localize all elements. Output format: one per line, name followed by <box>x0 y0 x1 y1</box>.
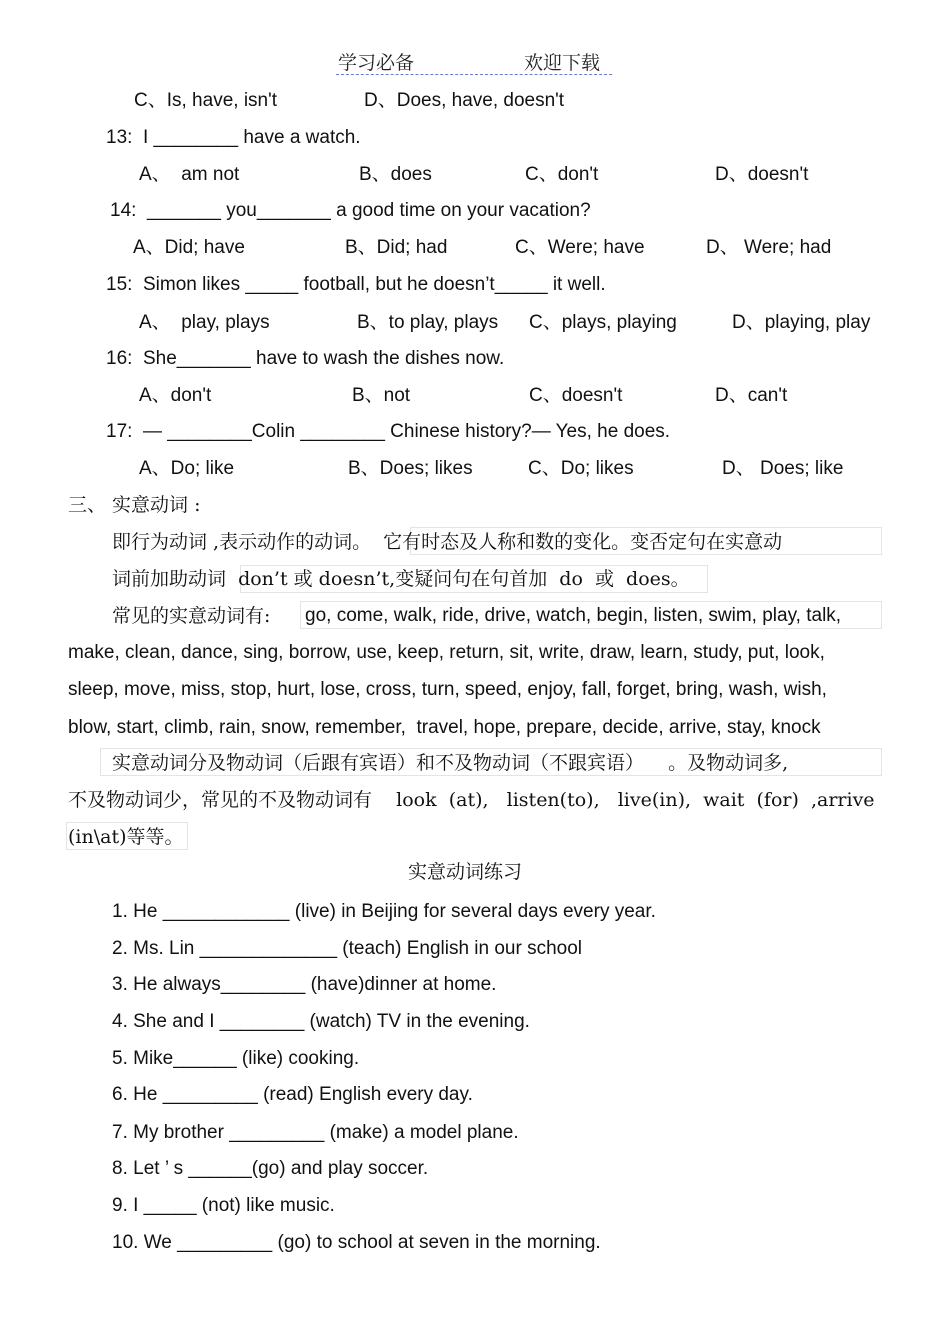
verb-list-line-2: make, clean, dance, sing, borrow, use, keep, return, sit, write, draw, learn, study, put, look, <box>68 642 825 663</box>
page-header <box>336 48 612 75</box>
question-17-option-b: B、Does; likes <box>348 458 473 479</box>
transitive-line-2: 不及物动词少，常见的不及物动词有 look (at), listen(to), live(in), wait (for) ,arrive <box>68 789 875 811</box>
header-right: 欢迎下载 <box>524 52 601 74</box>
section-heading: 三、 实意动词 : <box>68 494 201 516</box>
exercise-item: 6. He _________ (read) English every day. <box>112 1084 473 1105</box>
prev-option-d: D、Does, have, doesn't <box>364 90 565 111</box>
question-17-option-a: A、Do; like <box>139 458 235 479</box>
definition-line-2: 词前加助动词 don’t 或 doesn’t,变疑问句在句首加 do 或 does。 <box>112 568 690 590</box>
question-16-option-d: D、can't <box>715 385 788 406</box>
prev-option-c: C、Is, have, isn't <box>134 90 278 111</box>
question-14-option-c: C、Were; have <box>515 237 645 258</box>
exercise-title: 实意动词练习 <box>408 861 523 883</box>
question-14-option-b: B、Did; had <box>345 237 448 258</box>
exercise-item: 5. Mike______ (like) cooking. <box>112 1048 360 1069</box>
question-15-option-d: D、playing, play <box>732 312 871 333</box>
definition-line-1: 即行为动词 ,表示动作的动词。 它有时态及人称和数的变化。变否定句在实意动 <box>112 531 783 553</box>
exercise-item: 10. We _________ (go) to school at seven in the morning. <box>112 1232 601 1253</box>
exercise-item: 3. He always________ (have)dinner at home. <box>112 974 497 995</box>
exercise-item: 1. He ____________ (live) in Beijing for several days every year. <box>112 901 656 922</box>
exercise-item: 8. Let ’ s ______(go) and play soccer. <box>112 1158 429 1179</box>
question-16-option-b: B、not <box>352 385 411 406</box>
verb-list-line-3: sleep, move, miss, stop, hurt, lose, cross, turn, speed, enjoy, fall, forget, bring, wash, wish, <box>68 679 827 700</box>
question-17-stem: 17: — ________Colin ________ Chinese history?— Yes, he does. <box>106 421 671 442</box>
exercise-item: 9. I _____ (not) like music. <box>112 1195 335 1216</box>
question-14-option-a: A、Did; have <box>133 237 245 258</box>
question-13-option-a: A、 am not <box>139 164 240 185</box>
question-14-stem: 14: _______ you_______ a good time on your vacation? <box>110 200 591 221</box>
exercise-item: 7. My brother _________ (make) a model plane. <box>112 1122 519 1143</box>
question-15-option-b: B、to play, plays <box>357 312 499 333</box>
verb-list-line-4: blow, start, climb, rain, snow, remember, travel, hope, prepare, decide, arrive, stay, knock <box>68 717 821 738</box>
exercise-item: 2. Ms. Lin _____________ (teach) English in our school <box>112 938 583 959</box>
question-15-stem: 15: Simon likes _____ football, but he doesn’t_____ it well. <box>106 274 606 295</box>
common-verbs-label: 常见的实意动词有: <box>112 605 271 627</box>
question-13-stem: 13: I ________ have a watch. <box>106 127 361 148</box>
question-13-option-b: B、does <box>359 164 432 185</box>
question-16-option-c: C、doesn't <box>529 385 623 406</box>
transitive-line-1: 实意动词分及物动词（后跟有宾语）和不及物动词（不跟宾语） 。及物动词多, <box>112 752 789 774</box>
question-14-option-d: D、 Were; had <box>706 237 832 258</box>
question-13-option-d: D、doesn't <box>715 164 809 185</box>
question-13-option-c: C、don't <box>525 164 599 185</box>
question-16-stem: 16: She_______ have to wash the dishes now. <box>106 348 505 369</box>
exercise-item: 4. She and I ________ (watch) TV in the evening. <box>112 1011 530 1032</box>
verb-list-line-1: go, come, walk, ride, drive, watch, begin, listen, swim, play, talk, <box>305 605 842 626</box>
question-16-option-a: A、don't <box>139 385 212 406</box>
question-15-option-a: A、 play, plays <box>139 312 270 333</box>
question-17-option-c: C、Do; likes <box>528 458 634 479</box>
question-15-option-c: C、plays, playing <box>529 312 677 333</box>
transitive-line-3: (in\at)等等。 <box>68 826 184 848</box>
question-17-option-d: D、 Does; like <box>722 458 844 479</box>
header-left: 学习必备 <box>338 52 415 74</box>
